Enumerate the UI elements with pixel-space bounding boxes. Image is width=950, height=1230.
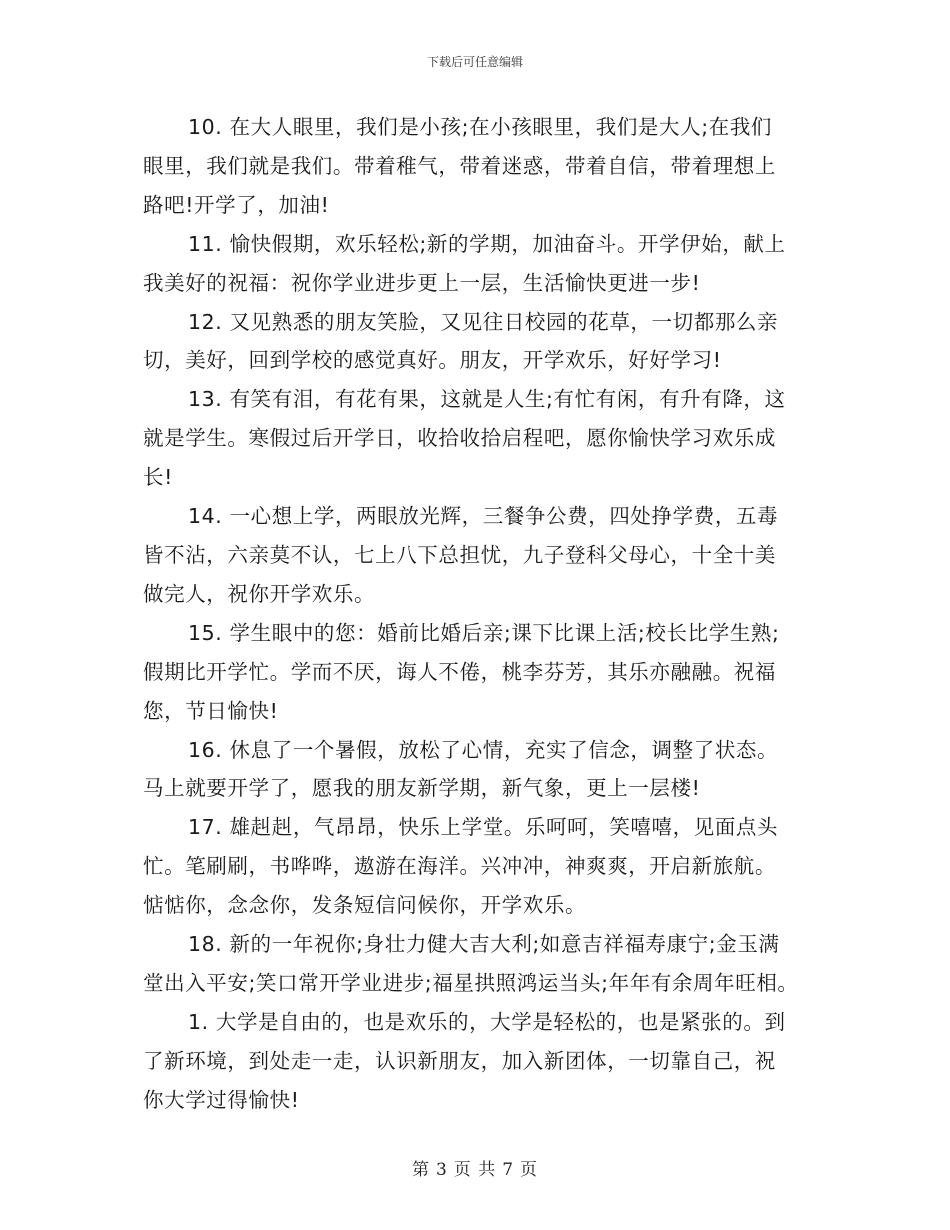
paragraph-line: 长! <box>143 465 173 490</box>
footer-prefix: 第 <box>411 1160 430 1180</box>
paragraph-line: 18. 新的一年祝你;身壮力健大吉大利;如意吉祥福寿康宁;金玉满 <box>188 932 780 957</box>
paragraph-line: 12. 又见熟悉的朋友笑脸，又见往日校园的花草，一切都那么亲 <box>188 309 779 334</box>
paragraph-line: 眼里，我们就是我们。带着稚气，带着迷惑，带着自信，带着理想上 <box>143 153 776 178</box>
paragraph-line: 15. 学生眼中的您：婚前比婚后亲;课下比课上活;校长比学生熟; <box>188 620 780 645</box>
paragraph <box>143 925 811 1003</box>
footer-mid: 页 共 <box>453 1160 497 1180</box>
page-header: 下载后可任意编辑 <box>426 55 523 69</box>
paragraph-line: 14. 一心想上学，两眼放光辉，三餐争公费，四处挣学费，五毒 <box>188 504 779 529</box>
paragraph-line: 皆不沾，六亲莫不认，七上八下总担忧，九子登科父母心，十全十美 <box>143 542 776 567</box>
paragraph-line: 做完人，祝你开学欢乐。 <box>143 581 376 606</box>
paragraph-line: 忙。笔刷刷，书哗哗，遨游在海洋。兴冲冲，神爽爽，开启新旅航。 <box>143 854 776 879</box>
footer-page-number: 3 <box>435 1160 448 1180</box>
footer-suffix: 页 <box>520 1160 539 1180</box>
paragraph-line: 就是学生。寒假过后开学日，收拾收拾启程吧，愿你愉快学习欢乐成 <box>143 426 776 451</box>
paragraph-line: 您，节日愉快! <box>143 698 279 723</box>
paragraph-line: 17. 雄赳赳，气昂昂，快乐上学堂。乐呵呵，笑嘻嘻，见面点头 <box>188 815 779 840</box>
footer-total-pages: 7 <box>502 1160 515 1180</box>
page-footer <box>0 1155 950 1180</box>
paragraph <box>143 380 811 497</box>
paragraph <box>143 108 811 225</box>
paragraph-line: 你大学过得愉快! <box>143 1087 300 1112</box>
paragraph <box>143 303 811 381</box>
paragraph <box>143 225 811 303</box>
paragraph-line: 了新环境，到处走一走，认识新朋友，加入新团体，一切靠自己，祝 <box>143 1048 776 1073</box>
paragraph-line: 马上就要开学了，愿我的朋友新学期，新气象，更上一层楼! <box>143 776 701 801</box>
paragraph-line: 路吧!开学了，加油! <box>143 192 330 217</box>
paragraph <box>143 614 811 731</box>
paragraph <box>143 808 811 925</box>
document-body <box>143 108 811 1120</box>
paragraph-line: 我美好的祝福：祝你学业进步更上一层，生活愉快更进一步! <box>143 270 701 295</box>
paragraph <box>143 1003 811 1120</box>
paragraph-line: 11. 愉快假期，欢乐轻松;新的学期，加油奋斗。开学伊始，献上 <box>188 231 786 256</box>
paragraph-line: 10. 在大人眼里，我们是小孩;在小孩眼里，我们是大人;在我们 <box>188 115 773 139</box>
paragraph-line: 16. 休息了一个暑假，放松了心情，充实了信念，调整了状态。 <box>188 737 779 762</box>
paragraph <box>143 497 811 614</box>
paragraph-line: 1. 大学是自由的，也是欢乐的，大学是轻松的，也是紧张的。到 <box>188 1009 786 1034</box>
paragraph-line: 切，美好，回到学校的感觉真好。朋友，开学欢乐，好好学习! <box>143 348 722 373</box>
paragraph-line: 13. 有笑有泪，有花有果，这就是人生;有忙有闲，有升有降，这 <box>188 387 786 412</box>
paragraph-line: 惦惦你，念念你，发条短信问候你，开学欢乐。 <box>143 893 587 918</box>
paragraph-line: 假期比开学忙。学而不厌，诲人不倦，桃李芬芳，其乐亦融融。祝福 <box>143 659 776 684</box>
paragraph <box>143 731 811 809</box>
paragraph-line: 堂出入平安;笑口常开学业进步;福星拱照鸿运当头;年年有余周年旺相。 <box>143 970 799 995</box>
